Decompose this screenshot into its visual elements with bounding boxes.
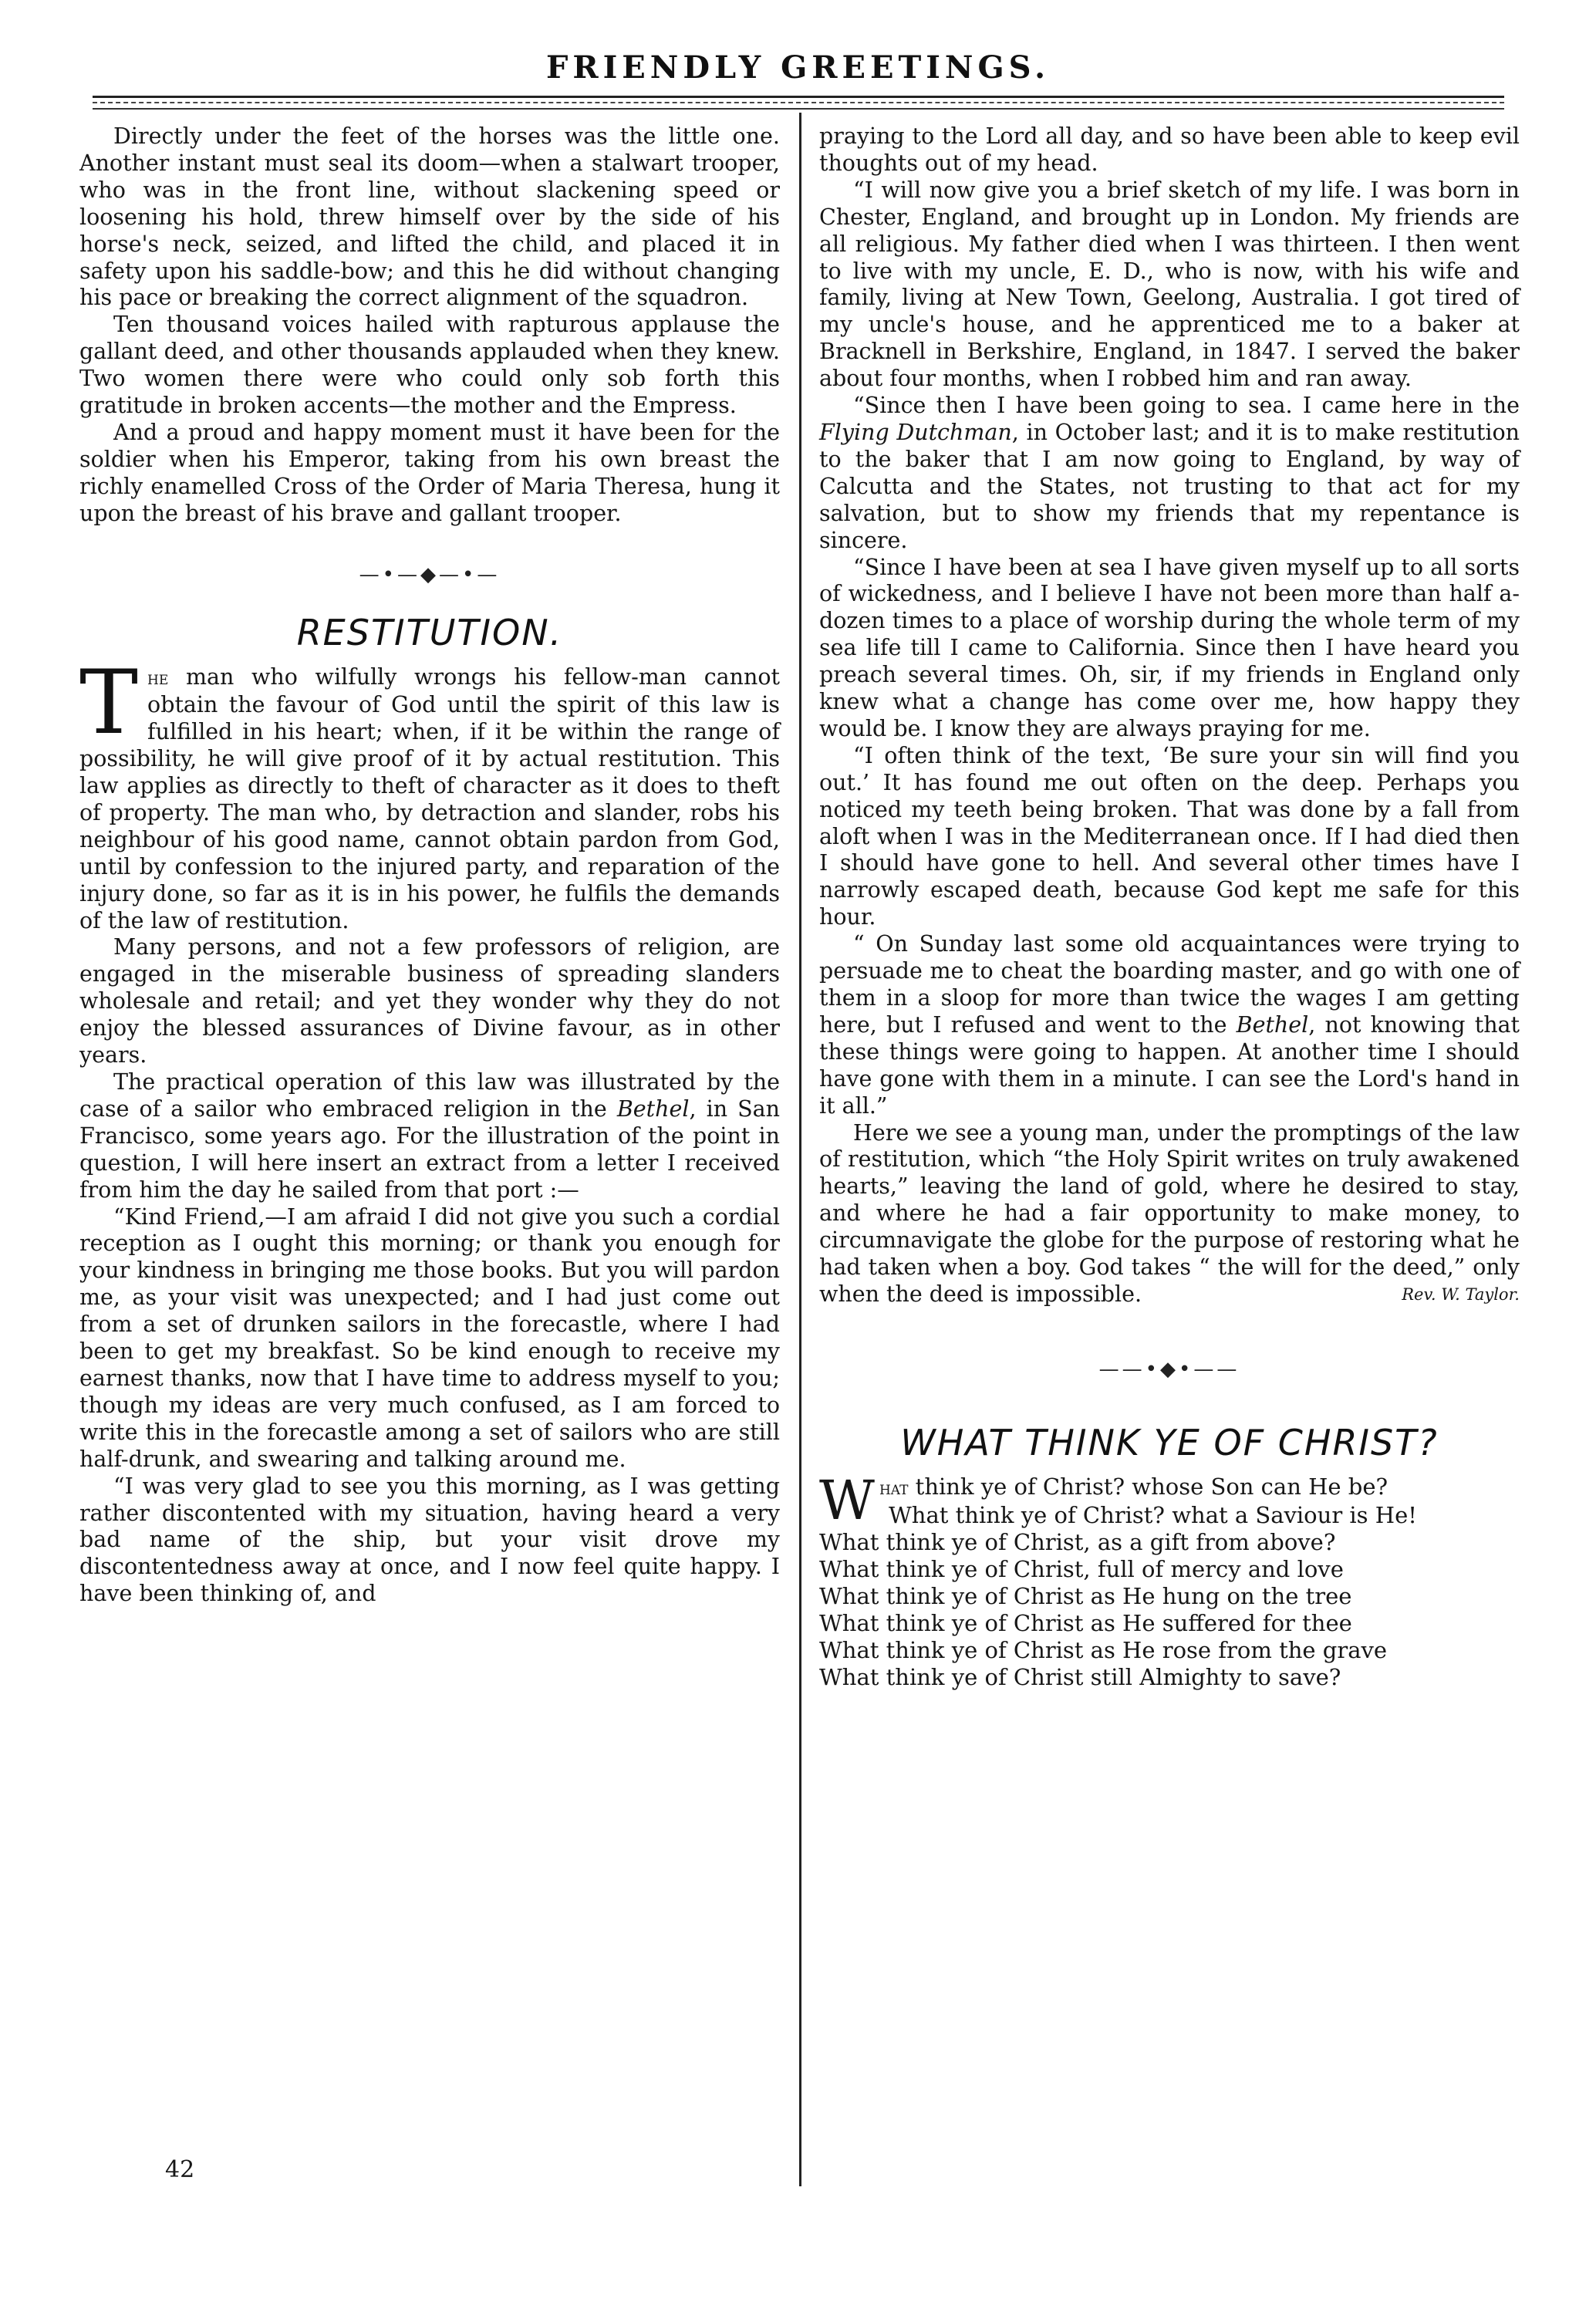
right-column xyxy=(819,123,1520,1691)
poem-text: think ye of Christ? whose Son can He be? xyxy=(908,1473,1388,1500)
paragraph: Directly under the feet of the horses was the little one. Another instant must seal its doom—when a stalwart trooper, who was in the front line, without slackening speed or loosening his hold, threw himself over by the side of his horse's neck, seized, and lifted the child, and placed it in safety upon his saddle-bow; and this he did without changing his pace or breaking the correct alignment of the squadron. xyxy=(79,123,780,311)
paragraph xyxy=(819,393,1520,554)
poem xyxy=(819,1468,1520,1691)
small-caps-lead: hat xyxy=(879,1477,909,1499)
column-divider xyxy=(799,113,801,2186)
small-caps-lead: he xyxy=(147,667,169,690)
paragraph-text: Here we see a young man, under the promptings of the law of restitution, which “the Holy Spirit writes on truly awakened hearts,” leaving the land of gold, where he desired to stay, and where he had a fair opportunity to make money, to circumnavigate the globe for the purpose of restoring what he had taken when a boy. God takes “ the will for the deed,” only when the deed is impossible. xyxy=(819,1119,1520,1307)
poem-line: What think ye of Christ still Almighty to save? xyxy=(819,1663,1341,1690)
paragraph: “Kind Friend,—I am afraid I did not give you such a cordial reception as I ought this morning; or thank you enough for your kindness in bringing me those books. But you will pardon me, as your visit was unexpected; and I had just come out from a set of drunken sailors in the forecastle, where I had been to get my breakfast. So be kind enough to receive my earnest thanks, now that I have time to address myself to you; though my ideas are very much confused, as I am forced to write this in the forecastle among a set of sailors who are still half-drunk, and swearing and talking around me. xyxy=(79,1203,780,1472)
paragraph-text: man who wilfully wrongs his fellow-man cannot obtain the favour of God until the spirit of this law is fulfilled in his heart; when, if it be within the range of possibility, he will give proof of it by actual restitution. This law applies as directly to theft of character as it does to theft of property. The man who, by detraction and slander, robs his neighbour of his good name, cannot obtain pardon from God, until by confession to the injured party, and reparation of the injury done, so far as it is in his power, he fulfils the demands of the law of restitution. xyxy=(79,664,780,933)
paragraph-text: “Since then I have been going to sea. I came here in the xyxy=(853,393,1520,419)
paragraph-text: “ On Sunday last some old acquaintances were trying to persuade me to cheat the boarding master, and go with one of them in a sloop for more than twice the wages I am getting here, but I refused and went to the xyxy=(819,931,1520,1038)
dropcap: T xyxy=(79,651,139,754)
paragraph xyxy=(79,1069,780,1204)
paragraph: “I often think of the text, ‘Be sure your sin will find you out.’ It has found me out often on the deep. Perhaps you noticed my teeth being broken. That was done by a fall from aloft when I was in the Mediterranean once. If I had died then I should have gone to hell. And several other times have I narrowly escaped death, because God kept me safe for this hour. xyxy=(819,742,1520,930)
poem-line: What think ye of Christ as He rose from the grave xyxy=(819,1636,1388,1663)
paragraph-with-dropcap xyxy=(79,651,780,934)
paragraph: “I was very glad to see you this morning, as I was getting rather discontented with my situation, having heard a very bad name of the ship, but your visit drove my discontentedness away at once, and I now feel quite happy. I have been thinking of, and xyxy=(79,1473,780,1607)
poem-line: What think ye of Christ as He hung on the tree xyxy=(819,1582,1352,1609)
paragraph xyxy=(819,1120,1520,1308)
paragraph: Many persons, and not a few professors of religion, are engaged in the miserable business of spreading slanders wholesale and retail; and yet they wonder why they do not enjoy the blessed assurances of Divine favour, as in other years. xyxy=(79,934,780,1068)
poem-line: What think ye of Christ, full of mercy and love xyxy=(819,1555,1344,1582)
paragraph xyxy=(819,931,1520,1119)
paragraph-text: , in San Francisco, some years ago. For the illustration of the point in question, I will here insert an extract from a letter I received from him the day he sailed from that port :— xyxy=(79,1095,780,1203)
running-head-title: FRIENDLY GREETINGS. xyxy=(545,49,1051,86)
paragraph-text: , not knowing that these things were going to happen. At another time I should have gone with them in a minute. I can see the Lord's hand in it all.” xyxy=(819,1011,1520,1119)
paragraph-text: The practical operation of this law was illustrated by the case of a sailor who embraced religion in the xyxy=(79,1069,780,1122)
paragraph: “I will now give you a brief sketch of my life. I was born in Chester, England, and brought up in London. My friends are all religious. My father died when I was thirteen. I then went to live with my uncle, E. D., who is now, with his wife and family, living at New Town, Geelong, Australia. I got tired of my uncle's house, and he apprenticed me to a baker at Bracknell in Berkshire, England, in 1847. I served the baker about four months, when I robbed him and ran away. xyxy=(819,177,1520,392)
section-title-poem: WHAT THINK YE OF CHRIST? xyxy=(900,1421,1439,1463)
italic-term: Bethel xyxy=(1236,1011,1309,1038)
section-ornament: —•—◆—•— xyxy=(359,562,501,586)
page-number: 42 xyxy=(165,2156,195,2183)
italic-term: Flying Dutchman xyxy=(819,419,1012,445)
header-rule-dashed xyxy=(93,102,1504,103)
dropcap: W xyxy=(819,1468,875,1532)
poem-line: What think ye of Christ as He suffered for thee xyxy=(819,1609,1352,1636)
paragraph: Ten thousand voices hailed with rapturous applause the gallant deed, and other thousands applauded when they knew. Two women there were who could only sob forth this gratitude in broken accents—the mother and the Empress. xyxy=(79,312,780,419)
section-title-restitution: RESTITUTION. xyxy=(296,611,563,653)
paragraph: praying to the Lord all day, and so have been able to keep evil thoughts out of my head. xyxy=(819,123,1520,176)
header-rule-lower xyxy=(93,108,1504,110)
paragraph-text: , in October last; and it is to make restitution to the baker that I am now going to England, by way of Calcutta and the States, not trusting to that act for my salvation, but to show my friends that my repentance is sincere. xyxy=(819,419,1520,553)
paragraph: And a proud and happy moment must it have been for the soldier when his Emperor, taking from his own breast the richly enamelled Cross of the Order of Maria Theresa, hung it upon the breast of his brave and gallant trooper. xyxy=(79,419,780,526)
poem-line: What think ye of Christ, as a gift from above? xyxy=(819,1528,1336,1555)
header-rule xyxy=(93,96,1504,98)
left-column xyxy=(79,123,780,1608)
paragraph: “Since I have been at sea I have given myself up to all sorts of wickedness, and I believe I have not been more than half a-dozen times to a place of worship during the whole term of my sea life till I came to California. Since then I have heard you preach several times. Oh, sir, if my friends in England only knew what a change has come over me, how happy they would be. I know they are always praying for me. xyxy=(819,554,1520,741)
section-ornament: ——•◆•—— xyxy=(1098,1357,1240,1381)
signature: Rev. W. Taylor. xyxy=(1402,1284,1520,1304)
italic-term: Bethel xyxy=(616,1095,690,1122)
poem-line: What think ye of Christ? what a Saviour is He! xyxy=(889,1501,1417,1528)
